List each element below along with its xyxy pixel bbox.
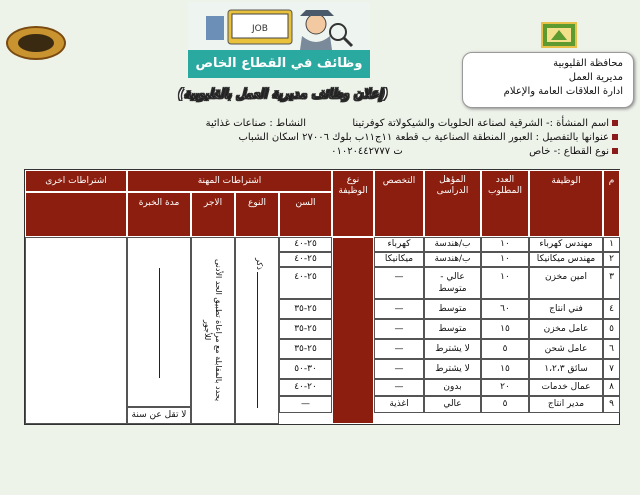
job-search-illustration-icon [188,2,370,50]
row-age: ٢٠-٤٠ [279,379,332,396]
bullet-icon [612,120,618,126]
header-gender: النوع [235,192,279,237]
row-job-title: امين مخزن [529,267,603,299]
row-specialty: — [374,299,424,319]
row-specialty: اغذية [374,396,424,413]
announcement-title: (إعلان وظائف مديرية العمل بالقليوبية) [177,87,389,102]
info-company [148,117,618,130]
header-age: السن [279,192,332,237]
gender-value: ذكر [252,256,267,272]
other-requirements-column [25,237,127,424]
row-num: ٣ [603,267,620,299]
job-type-column [332,237,374,424]
row-num: ٢ [603,252,620,267]
row-age: ٢٥-٣٥ [279,299,332,319]
row-job-title: مدير انتاج [529,396,603,413]
row-age: ٢٥-٣٥ [279,319,332,339]
row-specialty: — [374,359,424,379]
experience-span-line [159,268,160,378]
row-count: ٥ [481,339,529,359]
row-num: ٩ [603,396,620,413]
row-qualification: ب/هندسة [424,252,481,267]
row-specialty: — [374,379,424,396]
header-qualification: المؤهل الدراسى [424,170,481,237]
gov-line-3: ادارة العلاقات العامة والإعلام [503,86,623,97]
header-experience: مدة الخبرة [127,192,191,237]
row-num: ٥ [603,319,620,339]
row-job-title: مهندس ميكانيكا [529,252,603,267]
wage-column [191,237,235,424]
row-count: ١٥ [481,319,529,339]
row-specialty: — [374,339,424,359]
row-count: ١٠ [481,237,529,252]
row-qualification: لا يشترط [424,339,481,359]
header-other-requirements: اشتراطات اخرى [25,170,127,192]
row-num: ٦ [603,339,620,359]
header-job-type: نوع الوظيفة [332,170,374,237]
header-wage: الاجر [191,192,235,237]
header-job: الوظيفة [529,170,603,237]
row-count: ١٥ [481,359,529,379]
row-age: ٢٥-٣٥ [279,339,332,359]
sector-type: نوع القطاع :- خاص [529,146,609,157]
row-specialty: ميكانيكا [374,252,424,267]
row-qualification: لا يشترط [424,359,481,379]
company-address: عنوانها بالتفصيل : العبور المنطقة الصناعية ب قطعة ١١ج١١ب بلوك ٢٧٠٠٦ اسكان الشباب [238,132,609,143]
company-phone: ت ٠١٠٢٠٤٤٢٧٧٧ [331,146,403,157]
ministry-logo-emblem-icon [18,34,54,52]
row-qualification: متوسط [424,299,481,319]
row-age: ٢٥-٤٠ [279,267,332,299]
row-qualification: بدون [424,379,481,396]
gender-span-line [257,268,258,408]
banner-illustration [188,2,370,50]
governorate-logo-icon [541,22,577,48]
row-age: ٢٥-٤٠ [279,237,332,252]
row-specialty: — [374,267,424,299]
company-name: اسم المنشأة :- الشرقية لصناعة الحلويات والشيكولاتة كوفرتينا [352,118,609,129]
header-num: م [603,170,620,237]
ministry-logo [6,26,66,60]
bullet-icon [612,134,618,140]
row-job-title: سائق ١،٢،٣ [529,359,603,379]
row-age: — [279,396,332,413]
company-activity: النشاط : صناعات غذائية [205,118,306,129]
row-job-title: عامل مخزن [529,319,603,339]
row-qualification: عالي - متوسط [424,267,481,299]
row-count: ٥ [481,396,529,413]
info-address [148,131,618,144]
header-profession-requirements: اشتراطات المهنة [127,170,332,192]
row-qualification: متوسط [424,319,481,339]
banner-caption: وظائف في القطاع الخاص [188,50,370,78]
governorate-info-box [462,52,634,108]
row-count: ١٠ [481,252,529,267]
row-job-title: عامل شحن [529,339,603,359]
gov-line-2: مديرية العمل [568,72,623,83]
gender-column [235,237,279,424]
row-age: ٣٠-٥٠ [279,359,332,379]
experience-note: لا تقل عن سنة [127,407,191,424]
row-count: ٢٠ [481,379,529,396]
header-other-blank [25,192,127,237]
wage-value: يحدد بالمقابلة مع مراعاة تطبيق الحد الأدنى للأجور [203,258,223,402]
row-num: ٤ [603,299,620,319]
bullet-icon [612,148,618,154]
row-specialty: — [374,319,424,339]
row-qualification: عالي [424,396,481,413]
header-count: العدد المطلوب [481,170,529,237]
row-job-title: مهندس كهرباء [529,237,603,252]
gov-line-1: محافظة القليوبية [553,58,623,69]
row-num: ٧ [603,359,620,379]
row-qualification: ب/هندسة [424,237,481,252]
row-num: ١ [603,237,620,252]
row-count: ١٠ [481,267,529,299]
info-phone-sector [148,145,618,158]
header-specialty: التخصص [374,170,424,237]
job-sign-text: JOB [252,24,268,34]
row-job-title: عمال خدمات [529,379,603,396]
jobs-table [24,169,620,425]
job-banner [188,2,370,78]
row-job-title: فني انتاج [529,299,603,319]
row-age: ٢٥-٤٠ [279,252,332,267]
row-specialty: كهرباء [374,237,424,252]
experience-column [127,237,191,407]
row-num: ٨ [603,379,620,396]
row-count: ٦٠ [481,299,529,319]
